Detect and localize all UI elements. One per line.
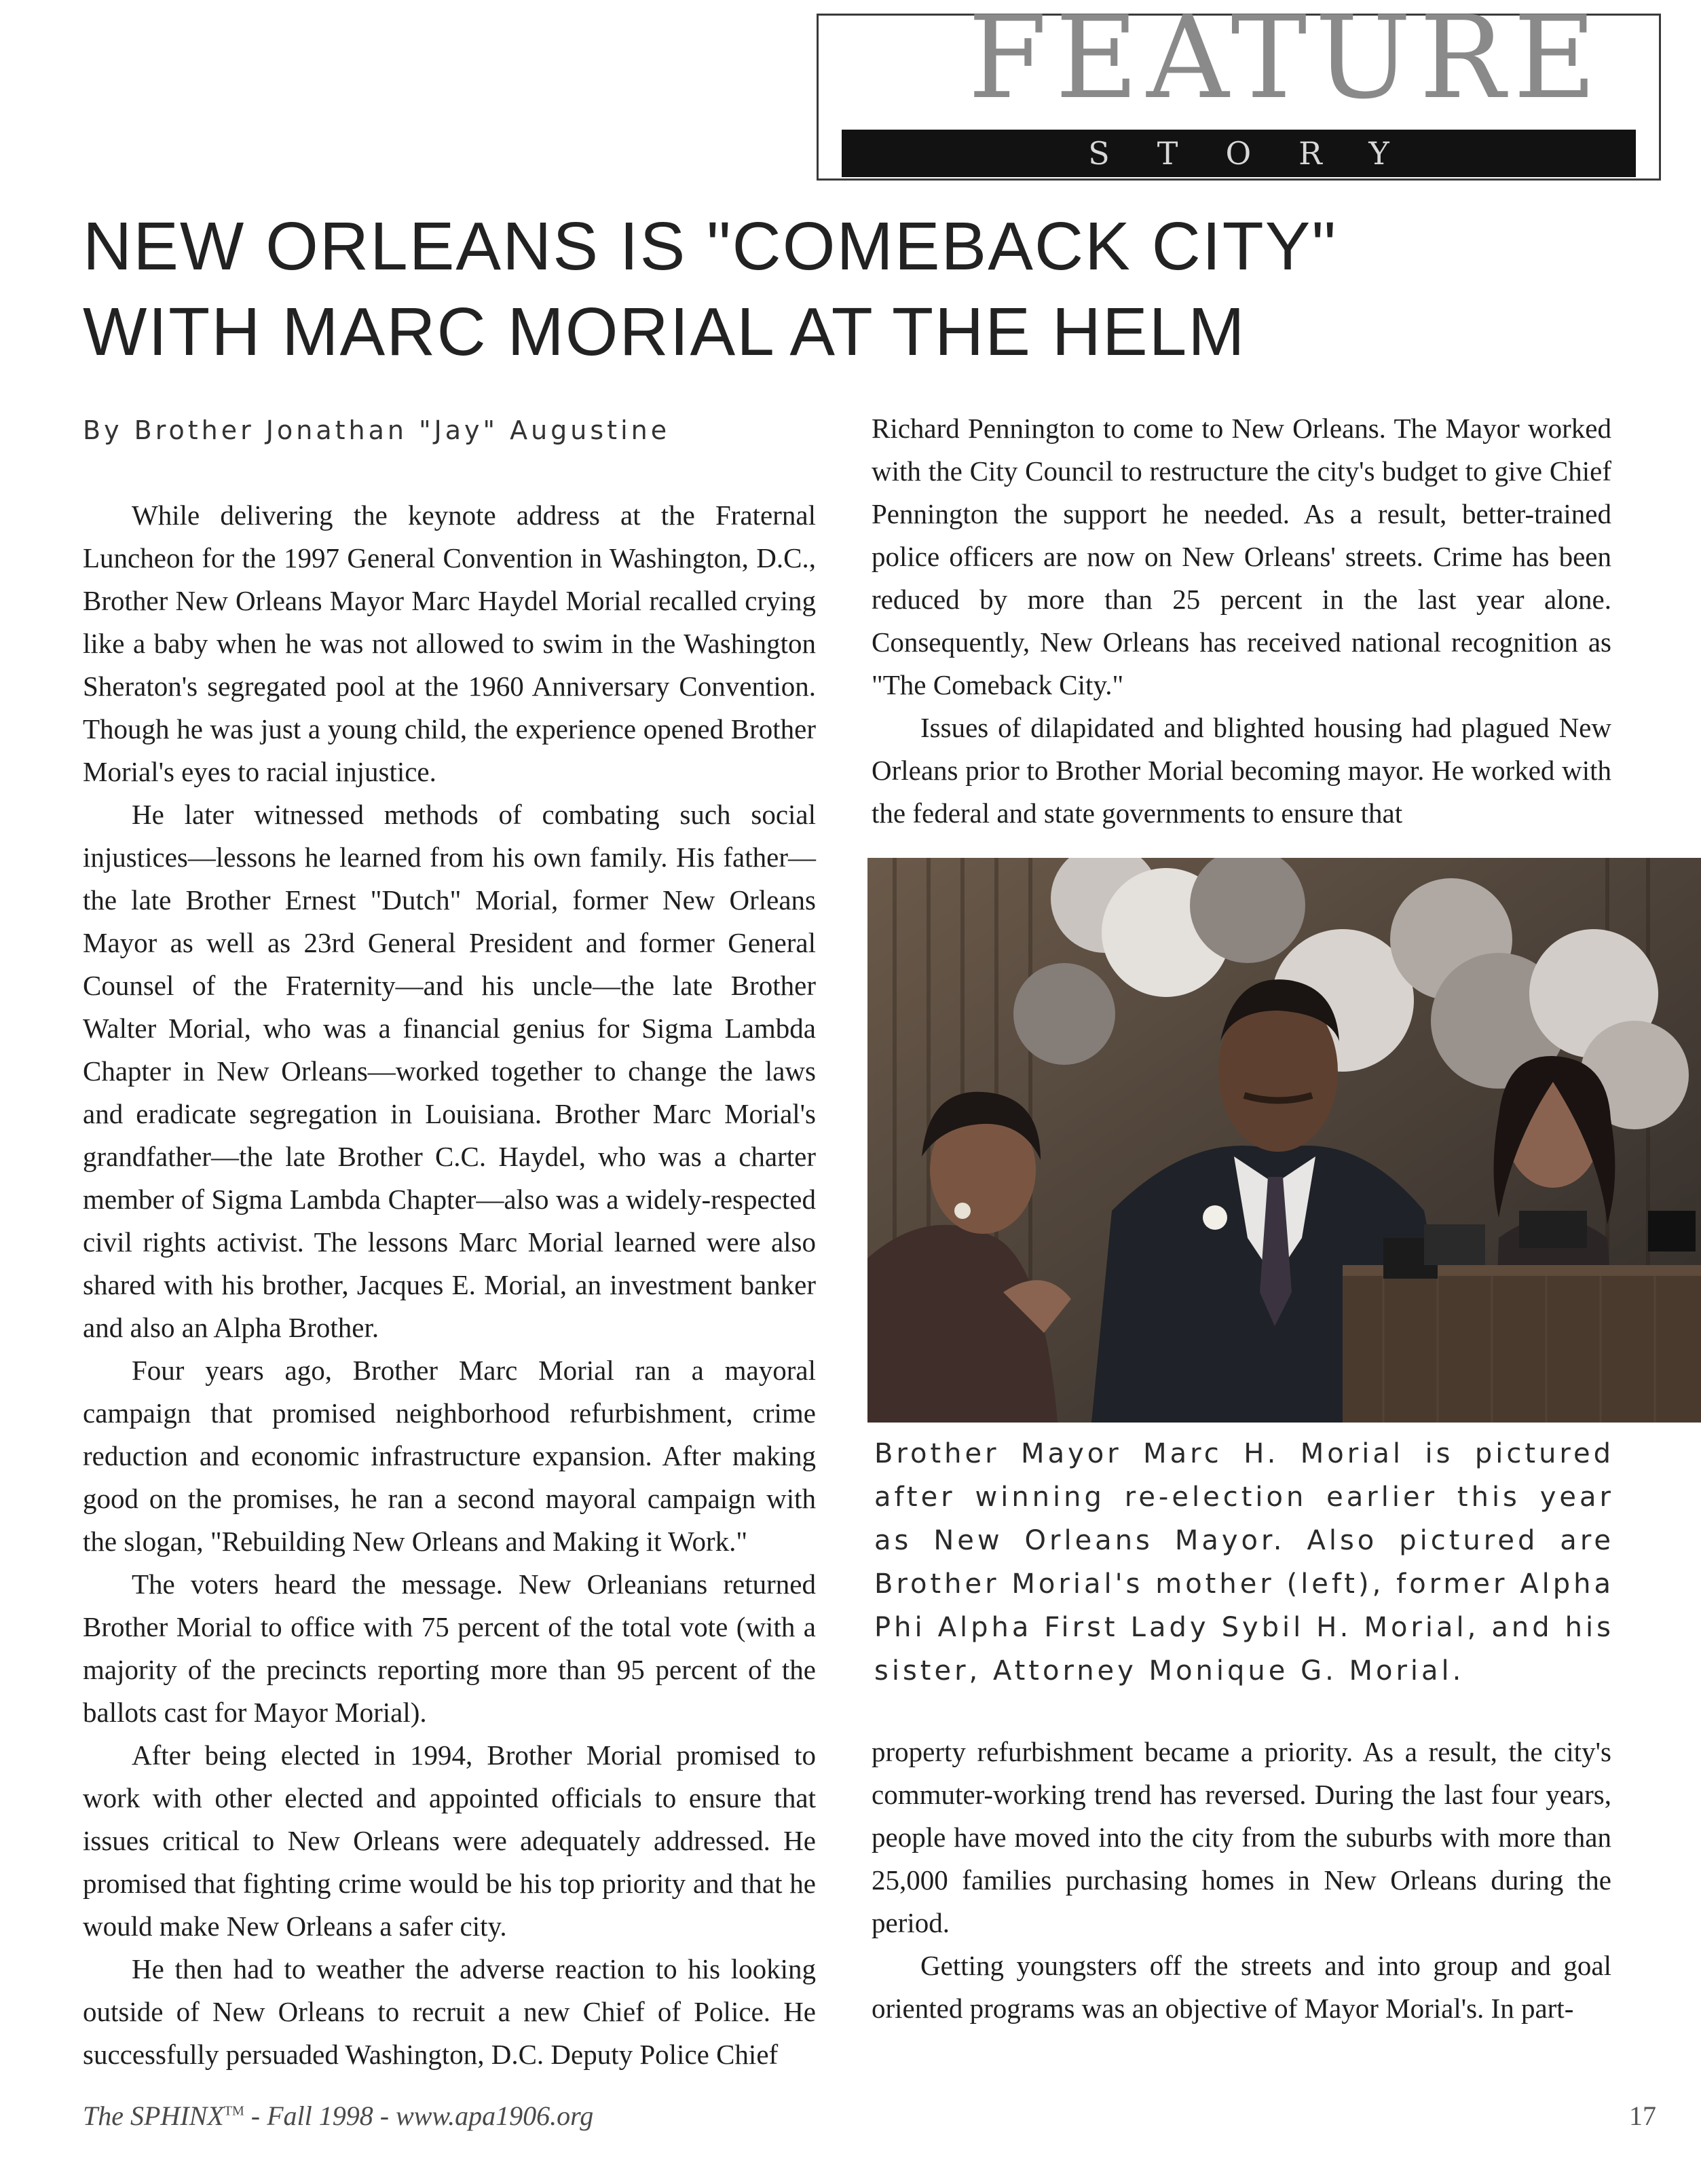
story-banner: STORY bbox=[842, 130, 1636, 177]
paragraph: He later witnessed methods of combating such social injustices—lessons he learned from his own family. His father—the late Brother Ernest "Dutch" Morial, former New Orleans Mayor as well as 23rd General President and former General Counsel of the Fraternity—and his uncle—the late Brother Walter Morial, who was a financial genius for Sigma Lambda Chapter in New Orleans—worked together to change the laws and eradicate segregation in Louisiana. Brother Marc Morial's grandfather—the late Brother C.C. Haydel, who was a charter member of Sigma Lambda Chapter—also was a widely-respected civil rights activist. The lessons Marc Morial learned were also shared with his brother, Jacques E. Morial, an investment banker and also an Alpha Brother. bbox=[83, 799, 816, 1343]
paragraph: Richard Pennington to come to New Orleans. The Mayor worked with the City Council to restructure the city's budget to give Chief Pennington the support he needed. As a result, better-trained police officers are now on New Orleans' streets. Crime has been reduced by more than 25 percent in the last year alone. Consequently, New Orleans has received national recognition as "The Comeback City." bbox=[872, 413, 1611, 700]
feature-story-header bbox=[817, 0, 1661, 181]
paragraph: property refurbishment became a priority. As a result, the city's commuter-working trend has reversed. During the last four years, people have moved into the city from the suburbs with more than 25,000 families purchasing homes in New Orleans during the period. bbox=[872, 1736, 1611, 1938]
headline-line-1: NEW ORLEANS IS "COMEBACK CITY" bbox=[83, 208, 1337, 284]
issue-info: - Fall 1998 - www.apa1906.org bbox=[244, 2101, 594, 2131]
headline-line-2: WITH MARC MORIAL AT THE HELM bbox=[83, 294, 1246, 370]
byline: By Brother Jonathan "Jay" Augustine bbox=[83, 415, 671, 445]
paragraph: He then had to weather the adverse reaction to his looking outside of New Orleans to recruit a new Chief of Police. He successfully persuaded Washington, D.C. Deputy Police Chief bbox=[83, 1953, 816, 2070]
article-headline bbox=[83, 204, 1337, 375]
paragraph: Issues of dilapidated and blighted housing had plagued New Orleans prior to Brother Morial becoming mayor. He worked with the federal and state governments to ensure that bbox=[872, 712, 1611, 829]
page-number: 17 bbox=[1629, 2101, 1656, 2131]
right-column-top bbox=[872, 407, 1611, 835]
paragraph: After being elected in 1994, Brother Morial promised to work with other elected and appointed officials to ensure that issues critical to New Orleans were adequately addressed. He promised that fighting crime would be his top priority and that he would make New Orleans a safer city. bbox=[83, 1739, 816, 1942]
left-column bbox=[83, 494, 816, 2076]
paragraph: Getting youngsters off the streets and into group and goal oriented programs was an objective of Mayor Morial's. In part- bbox=[872, 1950, 1611, 2024]
paragraph: The voters heard the message. New Orleanians returned Brother Morial to office with 75 percent of the total vote (with a majority of the precincts reporting more than 95 percent of the ballots cast for Mayor Morial). bbox=[83, 1568, 816, 1728]
photo-caption: Brother Mayor Marc H. Morial is pictured after winning re-election earlier this year as New Orleans Mayor. Also pictured are Brother Morial's mother (left), former Alpha Phi Alpha First Lady Sybil H. Morial, and his sister, Attorney Monique G. Morial. bbox=[874, 1438, 1614, 1687]
trademark-mark: TM bbox=[223, 2103, 244, 2119]
right-column-bottom bbox=[872, 1731, 1611, 2030]
paragraph: Four years ago, Brother Marc Morial ran a mayoral campaign that promised neighborhood refurbishment, crime reduction and economic infrastructure expansion. After making good on the promises, he ran a second mayoral campaign with the slogan, "Rebuilding New Orleans and Making it Work." bbox=[83, 1355, 816, 1557]
publication-name: The SPHINX bbox=[83, 2101, 224, 2131]
paragraph: While delivering the keynote address at the Fraternal Luncheon for the 1997 General Convention in Washington, D.C., Brother New Orleans Mayor Marc Haydel Morial recalled crying like a baby when he was not allowed to swim in the Washington Sheraton's segregated pool at the 1960 Anniversary Convention. Though he was just a young child, the experience opened Brother Morial's eyes to racial injustice. bbox=[83, 500, 816, 787]
article-photo bbox=[867, 858, 1701, 1423]
page-footer bbox=[83, 2100, 593, 2132]
feature-word: FEATURE bbox=[968, 0, 1605, 124]
